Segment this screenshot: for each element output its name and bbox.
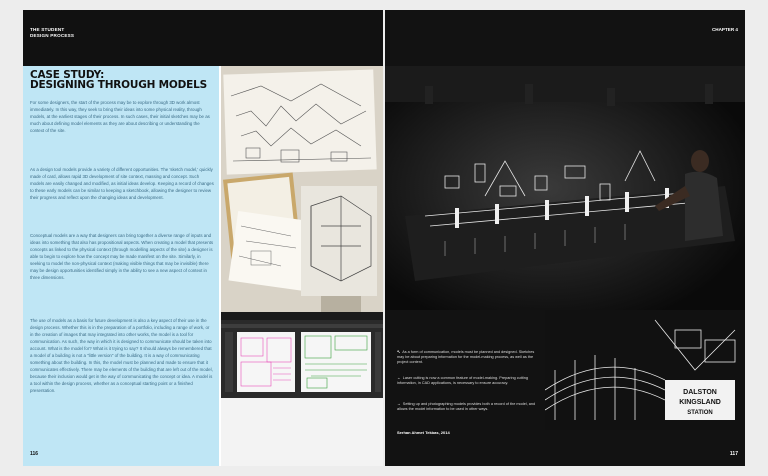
running-head-line1: THE STUDENT (30, 27, 65, 32)
caption-3 (397, 402, 537, 412)
left-header-bar (23, 10, 383, 66)
arrow-up-left-icon: ↖ (397, 350, 401, 354)
model-closeup-illustration (545, 310, 745, 430)
photo-bottom-margin (221, 398, 383, 466)
model-photography-photo (385, 66, 745, 310)
case-study-title (30, 70, 216, 90)
paragraph-1: For some designers, the start of the process may be to explore through 3D work almost immediately. In this way, they seek to bring their ideas into some physical reality, through models, at the earliest stages of their process. In such cases, their initial sketches may be as much about defining model elements as they are about describing or understanding the context of the site. (30, 100, 210, 133)
model-sign-text-line3: STATION (687, 410, 713, 416)
caption-1-text: As a form of communication, models must be planned and designed. Sketches may be about preparing information for the model-making process, as well as the project content. (397, 350, 535, 364)
model-closeup-photo (545, 310, 745, 430)
left-page (23, 10, 383, 466)
photo-divider (221, 312, 383, 320)
photo-credit: Serhan Ahmet Tekbas, 2014 (397, 430, 450, 435)
model-scene-illustration (385, 66, 745, 310)
right-page (385, 10, 745, 466)
running-head (30, 27, 74, 39)
model-sign-text-line1: DALSTON (683, 389, 717, 396)
arrow-left-icon: ← (397, 376, 401, 380)
paragraph-4: The use of models as a basis for future development is also a key aspect of their use in the design process. Whether this is in the preparation of a portfolio, including a range of work, or in the creation of images that may integrated into other works, the model is a tool for communication. As such, the way in which it is designed to communicate should be taken into account. What is the model for? What is it trying to say? It should always be remembered that a model of a building is not a "little version" of the building. It is a way of communicating something about the building. In this, the model must be planned and made to ensure that it communicates effectively. There may be elements of the building that are left out of the model, because their inclusion would get in the way of communicating the concept or idea. A model is a tool within the design process, whether as a conceptual starting point or a finished presentation. (30, 318, 213, 393)
title-line2: DESIGNING THROUGH MODELS (30, 79, 207, 91)
title-line1: CASE STUDY: (30, 69, 105, 81)
caption-2 (397, 376, 537, 386)
caption-1 (397, 350, 537, 365)
left-page-number: 116 (30, 451, 39, 457)
chapter-label: CHAPTER 4 (711, 27, 738, 32)
cad-screen-photo (221, 320, 383, 398)
arrow-right-icon: → (397, 402, 401, 406)
caption-3-text: Setting up and photographing models provides both a record of the model, and allows the model information to be used in other ways. (397, 402, 536, 411)
caption-2-text: Laser cutting is now a common feature of model-making. Preparing cutting information, in CAD applications, is necessary to ensure accuracy. (397, 376, 528, 385)
cad-illustration (221, 320, 383, 398)
paragraph-3: Conceptual models are a way that designers can bring together a diverse range of inputs and ideas into something that also has propositional aspects. When creating a model that presents concepts as linked to the physical context (through modelling aspects of the site) a designer is able to begin to explore how the concept may be made manifest on the site. Similarly, in seeking to model the non-physical context (making visible things that may be invisible) there may be design opportunities identified simply in the ability to see a new aspect of context in three dimensions. (30, 233, 214, 280)
paragraph-2: As a design tool models provide a variety of different opportunities. The 'sketch model,' quickly made of card, allows rapid 3D development of site context, massing and concept. Such models are easily changed and modified, as initial ideas develop. Keeping a record of changes to these early models can be similar to keeping a sketchbook, allowing the designer to review their progress and reflect upon the changing ideas and development. (30, 167, 214, 200)
running-head-line2: DESIGN PROCESS (30, 33, 75, 38)
sketchbook-illustration (221, 66, 383, 312)
sketchbook-photo (221, 66, 383, 312)
right-page-number: 117 (729, 451, 738, 457)
model-sign-text-line2: KINGSLAND (679, 399, 721, 406)
